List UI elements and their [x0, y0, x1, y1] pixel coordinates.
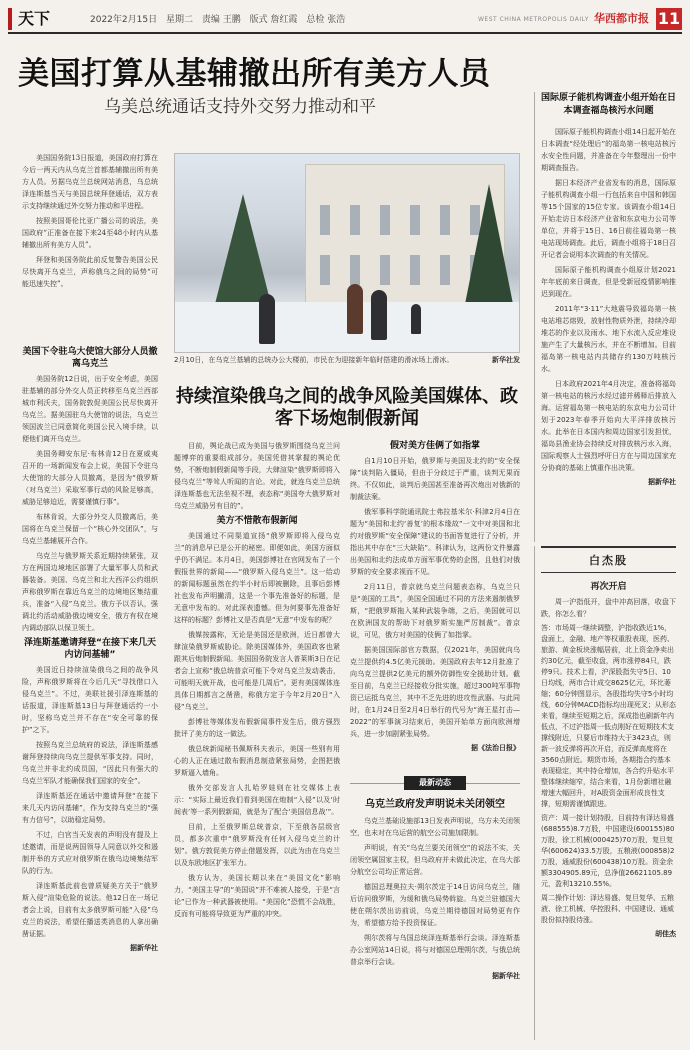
photo-tree [215, 194, 271, 304]
body-paragraph: 朔尔茨将与乌国总统泽连斯基举行会谈。泽连斯基办公室网站14日说，将与对德国总理朔尔茨，与俄总统普京举行会谈。 [350, 934, 520, 966]
body-paragraph: 按照乌克兰总统府的说法，泽连斯基感谢拜登持续向乌克兰提供军事支持。同时，乌克兰并非北约成员国，“因此只有强大的乌克兰军队才能确保我们国家的安全”。 [22, 741, 158, 785]
right-byline: 据新华社 [648, 478, 676, 486]
body-paragraph: 美国务院12日说，出于安全考虑，美国驻基辅的部分外交人员正转移至乌克兰西部城市利沃夫，国务院敦促美国公民尽快离开乌克兰。据美国驻乌大使馆的说法，乌克兰领国波兰已同意简化美国公民入境手续，以便他们离开乌克兰。 [22, 375, 158, 443]
photo-caption [174, 355, 520, 366]
body-paragraph: 目前，舆论战已成为美国与俄罗斯围绕乌克兰问题博弈的重要组成部分。美国凭借其掌握的舆论优势，不断炮制假新闻等手段，大肆渲染“俄罗斯即将入侵乌克兰”等耸人听闻的言论。对此，就连乌克兰总统泽连斯基也无法坐视不理，表态称“美国夸大俄罗斯对乌克兰威胁另有目的”。 [174, 442, 340, 510]
section-name: 天下 [8, 8, 50, 30]
body-paragraph: 乌克兰与俄罗斯关系近期持续紧张，双方在两国边境地区部署了大量军事人员和武器装备。美国、乌克兰和北大西洋公约组织声称俄罗斯在靠近乌克兰的边境地区集结重兵，准备“入侵”乌克兰。俄方予以否认，强调北约活动威胁俄边境安全，俄方有权在境内调动部队以保卫领土。 [22, 552, 158, 632]
market-question: 周一沪指低开，盘中冲高回落，收盘下跌，你怎么看？ [541, 598, 676, 618]
page-number: 11 [657, 9, 681, 28]
news-photo [174, 153, 520, 353]
left-subhead-embassy: 美国下令驻乌大使馆大部分人员撤离乌克兰 [22, 347, 158, 369]
lead-paragraph: 美国国务院13日报道，美国政府打算在今后一两天内从乌克兰首都基辅撤出所有美方人员。另据乌克兰总统网站消息，乌总统泽连斯基当天与美国总统拜登通话，双方表示支持继续通过外交努力推动和平进程。 [22, 154, 158, 210]
issue-date: 2022年2月15日 [90, 15, 158, 25]
right-headline: 国际原子能机构调查小组开始在日本调查福岛核污水问题 [541, 93, 677, 116]
briefing-headline: 乌克兰政府发声明说未关闭领空 [365, 799, 505, 810]
market-byline: 胡佳杰 [655, 930, 676, 938]
body-paragraph: 俄军事科学院通讯院士弗拉基米尔·科津2月4日在题为“美国和北约‘善复’的根本缘故”一文中对美国和北约对俄罗斯“安全保障”建议的书面答复进行了分析，并指出其中存在“三大缺陷”。科津认为，这两份文件暴露出美国和北约法成单方面军事优势的企图，且他们对俄罗斯的安全要求视而不见。 [350, 508, 520, 576]
briefing-article [350, 798, 520, 1038]
market-column-subtitle: 再次开启 [590, 582, 627, 592]
body-paragraph: 泽连斯基还在通话中邀请拜登“在接下来几天内访问基辅”，作为支持乌克兰的“强有力信号”，以助稳定局势。 [22, 792, 158, 824]
market-answer: 答：市场周一继续调整，沪指收跌近1%，盘面上，金融、地产等权重股表现，医药、旅游、黄金板块涨幅居前，北上资金净卖出约30亿元，截至收盘，两市涨停84只，跌停9只。技术上看，沪深股指失守5日、10日均线，两市合计成交8625亿元，环比萎缩；60分钟图显示，各股指均失守5小时均线，60分钟MACD指标均出现死叉；从形态来看，继续至短期之后，深成指也刷新年内低点，不过沪指周一低点刚好在短期技术支撑线附近，只要后市维持大于3423点，则新一波反弹将再次开启，而反弹高度将在3560点附近。期货市场，各期指合约基本表现稳定，其中持仓增加，各合约升贴水平整体继续缩窄，结合来看，1月份新增社融增速大幅回升，对A股资金面形成良性支撑，短期需谨慎跟进。 [541, 624, 676, 808]
photo-tree [465, 184, 513, 304]
brand-logo: 华西都市报 [594, 12, 649, 25]
lead-article [22, 152, 158, 340]
body-paragraph: 俄外交部发言人扎哈罗娃则在社交媒体上表示：“实际上最近我们看到美国在炮制“入侵”以及‘时间表’等一系列假新闻，就是为了配合‘美国信息战’”。 [174, 784, 340, 816]
photo-skater [371, 290, 387, 340]
body-paragraph: 俄媒按露称，无论是美国还是欧洲，近日都曾大肆渲染俄罗斯威胁论。除美国媒体外，美国政客也紧跟其后炮制假新闻。美国国务院发言人普莱斯3日在记者会上宣称“俄总统普京可能下令对乌克兰发动袭击，可能明天就开战，也可能是几周后”。更有美国媒体连具体日期都言之凿凿，称俄方定于今年2月20日“入侵”乌克兰。 [174, 631, 340, 711]
market-column-title: 白杰股 [541, 546, 676, 573]
briefing-label [350, 776, 520, 790]
body-paragraph: 目前，上至俄罗斯总统普京，下至俄各层级官员，都多次重申“俄罗斯没有任何入侵乌克兰的计划”。俄方敦促美方停止借题发挥，以此为由在乌克兰以及东欧地区扩张军力。 [174, 823, 340, 867]
caption-text: 2月10日，在乌克兰基辅的总统办公大楼前，市民在为迎接新年临时搭建的滑冰场上滑冰。 [174, 356, 454, 364]
body-paragraph: 据日本经济产业省发布的消息，国际原子能机构调查小组一行包括来自中国和韩国等15个国家的15位专家。该调查小组14日开始走访日本经济产业省和东京电力公司等单位，并将于15日、16日前往福岛第一核电站现场调查。此后，调查小组将于18日召开记者会说明本次调查的有关情况。 [541, 179, 676, 259]
body-paragraph: 自1月10日开始，俄罗斯与美国及北约的“安全保障”谈判陷入僵局，但由于分歧过于严重，谈判无果而终。不仅如此，谈判后美国甚至准备再次炮出对俄新的制裁法案。 [350, 457, 520, 501]
body-paragraph: 2月11日，普京就乌克兰问题表态称，乌克兰只是“美国的工具”，美国全国通过不同的方法来遏制俄罗斯，“把俄罗斯拖入某种武装争端，之后，美国就可以在欧洲国友的帮助下对俄罗斯实施严厉制裁”。普京说，可见，俄方对美国的伎俩了如指掌。 [350, 583, 520, 639]
photo-skater [259, 294, 275, 344]
briefing-tag: 最新动态 [404, 776, 466, 790]
issue-weekday: 星期二 [165, 15, 193, 25]
proof-credit: 总检 张浩 [306, 15, 346, 25]
lead-paragraph: 拜登和美国务院此前反复警告美国公民尽快离开乌克兰，声称俄乌之间的局势“可能迅速失控”。 [22, 256, 158, 288]
lead-paragraph: 按照美国哥伦比亚广播公司的说法，美国政府“正准备在接下来24至48小时内从基辅撤出所有美方人员”。 [22, 217, 158, 249]
body-paragraph: 日本政府2021年4月决定，准备将福岛第一核电站的核污水经过滤并稀释后排放入海。运营福岛第一核电站的东京电力公司计划于2023年春季开始向大平洋排放核污水。此举在日本国内和周边国家引发担忧，福岛县渔业协会持续反对排放核污水入海，国际观察人士强烈呼吁日方在与周边国家充分协商的基础上慎重作出决策。 [541, 380, 676, 472]
mid-byline: 据《法治日报》 [471, 744, 520, 752]
body-paragraph: 俄总统新闻秘书佩斯科夫表示，美国一些别有用心的人正在通过散布假消息制造紧张局势，企图把俄罗斯逼入墙角。 [174, 745, 340, 777]
body-paragraph: 乌克兰基础设施部13日发表声明说，乌方未关闭领空，也未对在乌运营的航空公司施加限制。 [350, 817, 520, 837]
photo-credit: 新华社发 [492, 356, 520, 364]
mid-subhead-tricks: 假对美方佳俩了如指掌 [389, 441, 480, 451]
body-paragraph: 国际原子能机构调查小组原计划2021年年底前来日调查，但是受新冠疫情影响推迟到现在。 [541, 266, 676, 298]
body-paragraph: 美国务卿安东尼·布林肯12日在夏威夷召开的一场新闻发布会上说，美国下令驻乌大使馆的大部分人员撤离，是因为“俄罗斯（对乌克兰）采取军事行动的风险足够高，威胁足够迫近，需要谨慎行事”。 [22, 450, 158, 506]
right-column [534, 92, 676, 542]
body-paragraph: 国际原子能机构调查小组14日起开始在日本调查“经处理后”的福岛第一核电站核污水安全性问题，并准备在今年整理出一份中期调查报告。 [541, 128, 676, 172]
market-column [534, 546, 676, 1040]
market-plan: 周二操作计划：泽达易盛、复旦复华、五粮液、徐工机械、华控股科、中国建设、通威股份拟持股待涨。 [541, 894, 674, 924]
header-meta [90, 12, 351, 25]
body-paragraph: 声明说，有关“乌克兰要关闭领空”的说法不实，关闭领空属国家主权，但乌政府并未做此决定，在乌大部分航空公司均正常运营。 [350, 844, 520, 876]
market-assets: 资产：周一接计划持股，目前持有泽达易盛(688555)8.7万股，中国建设(600155)80万股，徐工机械(000425)70万股，复旦复华(600624)33.5万股，五粮液(000858)2万股，通威股份(600438)10万股。资金余额3304905.89元，总净值26621105.89元，盈利13210.55%。 [541, 814, 675, 888]
body-paragraph: 德国总理奥拉夫·朔尔茨定于14日访问乌克兰，随后访问俄罗斯，为缓和俄乌局势斡旋。乌克兰驻德国大使在朔尔茨出访前说，乌克兰期待德国对局势更有作为，希望德方给予投资保证。 [350, 883, 520, 927]
left-byline: 据新华社 [130, 944, 158, 952]
editor-credit: 责编 王鹏 [201, 15, 241, 25]
body-paragraph: 彭博社等媒体发布假新闻事件发生后，俄方强烈批评了美方的这一做法。 [174, 718, 340, 738]
main-headline: 美国打算从基辅撤出所有美方人员 [18, 56, 491, 92]
body-paragraph: 美国近日持续渲染俄乌之间的战争风险，声称俄罗斯将在今后几天“寻找借口入侵乌克兰”。不过，美联社援引泽连斯基的话报道，泽连斯基13日与拜登通话约一小时，坚称乌克兰并不存在“安全可靠的保护”之下。 [22, 666, 158, 734]
body-paragraph: 不过，白宫当天发表的声明没有提及上述邀请，而是说两国领导人同意以外交和遏制并举的方式应对俄罗斯在俄乌边境集结军队的行为。 [22, 831, 158, 875]
middle-column-1 [174, 440, 340, 1036]
body-paragraph: 美国通过不同渠道宣扬“俄罗斯即将入侵乌克兰”的消息早已是公开的秘密。即便如此，美国方面似乎仍不满足。本月4日，美国彭博社在官网发布了一个假报世界的新闻——“俄罗斯入侵乌克兰”。这一给动的新闻标题虽然在约半小时后即被删除，且事后彭博社也发布声明撇清，这是一个事先准备好的标题，是无意中发布的。对此深表遗憾。但为何要事先准备好这样的标题？彭博社又是否真是“无意”中发布的呢？ [174, 532, 340, 624]
mid-subhead-fake-news: 美方不惜散布假新闻 [216, 516, 298, 526]
body-paragraph: 2011年“3·11”大地震导致福岛第一核电站堆芯熔毁，放射性物质外泄，持续冷却堆芯的作业以及雨水、地下水流入反应堆设施产生了大量核污水，并在不断增加。目前福岛第一核电站内共储存约130万吨核污水。 [541, 305, 676, 373]
left-subhead-invitation: 泽连斯基邀请拜登“在接下来几天内访问基辅” [24, 638, 156, 660]
briefing-byline: 据新华社 [492, 972, 520, 980]
secondary-headline: 持续渲染俄乌之间的战争风险美国媒体、政客下场炮制假新闻 [176, 386, 518, 429]
main-subheadline: 乌美总统通话支持外交努力推动和平 [104, 97, 376, 117]
body-paragraph: 俄方认为，美国长期以来在“美国文化”影响力，“美国主导”的“美国说”并不难被人接受，于是“言论”已作为一种武器被使用。“美国化”恐慌不会战胜，反而有可能将导致更为严重的冲突。 [174, 874, 340, 918]
photo-skater [411, 304, 421, 334]
masthead [8, 8, 682, 34]
layout-credit: 版式 詹红霞 [249, 15, 298, 25]
body-paragraph: 泽连斯基此前也曾质疑美方关于“俄罗斯入侵”渲染危险的说法。他12日在一场记者会上说，目前有太多俄罗斯可能“入侵”乌克兰的说法，希望任播送类消息的人拿出确凿证据。 [22, 882, 158, 938]
body-paragraph: 据美国国际部官方数据，仅2021年，美国就向乌克兰提供约4.5亿美元援助。美国政府去年12月批准了向乌克兰提供2亿美元的额外防御性安全援助计划。截至目前，乌克兰已经接收分批实施，超过300吨军事物资已运抵乌克兰，其中不乏先进的进攻性武器。与此同时，在1月24日至2月4日举行的代号为“海王星打击—2022”的军事演习结束后，美国开始单方面向欧洲增兵，进一步加剧紧张局势。 [350, 646, 520, 738]
body-paragraph: 布林肯说，大部分外交人员撤离后，美国将在乌克兰保留一个“核心外交团队”，与乌克兰基辅展开合作。 [22, 513, 158, 545]
english-masthead: WEST CHINA METROPOLIS DAILY [478, 16, 589, 23]
photo-skater [347, 284, 363, 334]
left-column [22, 346, 158, 1036]
middle-column-2 [350, 440, 520, 770]
